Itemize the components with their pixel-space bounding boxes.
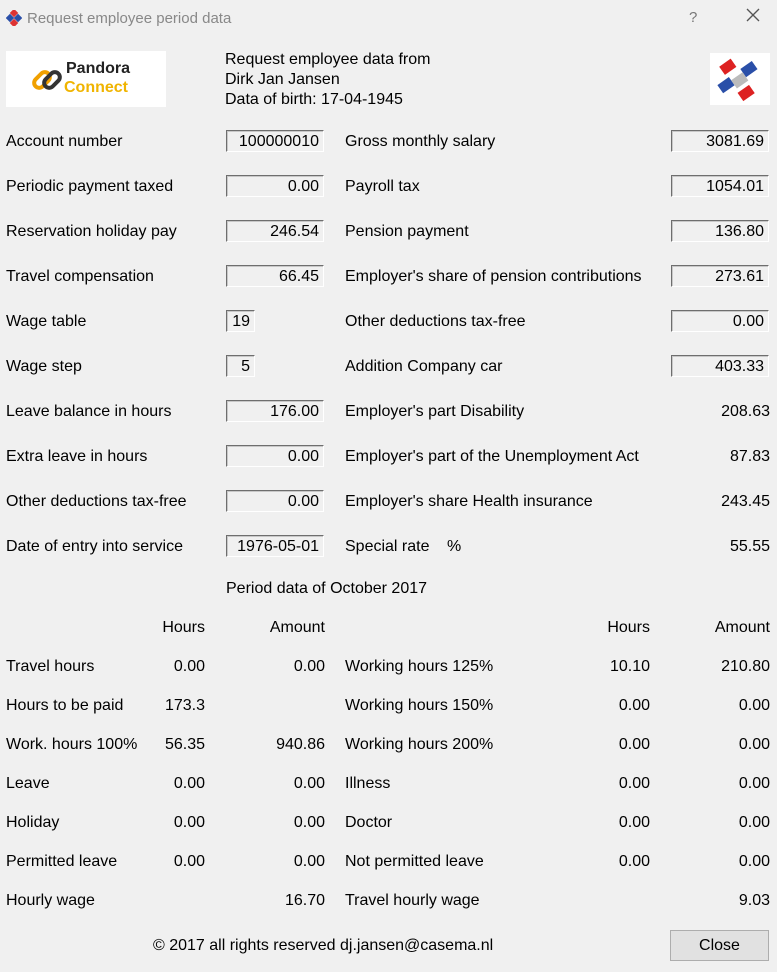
period-right-amount: 0.00 — [738, 853, 770, 870]
employer-health-insurance-value: 243.45 — [721, 493, 770, 510]
label-other-deductions-left: Other deductions tax-free — [6, 493, 187, 510]
period-left-label: Travel hours — [6, 658, 95, 675]
label-employer-health-insurance: Employer's share Health insurance — [345, 493, 593, 510]
period-right-amount: 0.00 — [738, 736, 770, 753]
label-periodic-payment-taxed: Periodic payment taxed — [6, 178, 174, 195]
label-employer-unemployment: Employer's part of the Unemployment Act — [345, 448, 639, 465]
close-button[interactable]: Close — [670, 930, 769, 961]
period-left-amount: 0.00 — [293, 658, 325, 675]
period-right-amount: 0.00 — [738, 697, 770, 714]
period-left-label: Hourly wage — [6, 892, 95, 909]
label-addition-company-car: Addition Company car — [345, 358, 503, 375]
employer-disability-value: 208.63 — [721, 403, 770, 420]
period-right-hours: 10.10 — [609, 658, 650, 675]
period-left-label: Holiday — [6, 814, 60, 831]
left-amount-header: Amount — [269, 619, 325, 636]
pension-payment-field[interactable]: 136.80 — [671, 220, 769, 242]
window-title: Request employee period data — [27, 10, 232, 27]
label-wage-step: Wage step — [6, 358, 82, 375]
period-left-label: Hours to be paid — [6, 697, 124, 714]
app-icon — [6, 10, 22, 26]
right-hours-header: Hours — [607, 619, 650, 636]
addition-company-car-field[interactable]: 403.33 — [671, 355, 769, 377]
period-title: Period data of October 2017 — [226, 580, 428, 597]
logo-text-connect: Connect — [64, 79, 128, 96]
label-pension-payment: Pension payment — [345, 223, 469, 240]
label-account-number: Account number — [6, 133, 123, 150]
period-left-amount: 0.00 — [293, 814, 325, 831]
extra-leave-field[interactable]: 0.00 — [226, 445, 324, 467]
close-window-icon[interactable] — [744, 6, 762, 24]
period-left-label: Permitted leave — [6, 853, 118, 870]
period-left-hours: 0.00 — [173, 658, 205, 675]
period-left-label: Leave — [6, 775, 50, 792]
pandora-connect-logo — [6, 51, 166, 107]
period-right-amount: 0.00 — [738, 814, 770, 831]
period-left-amount: 940.86 — [276, 736, 325, 753]
periodic-payment-taxed-field[interactable]: 0.00 — [226, 175, 324, 197]
date-of-birth: Data of birth: 17-04-1945 — [225, 91, 403, 108]
period-right-hours: 0.00 — [618, 775, 650, 792]
period-left-amount: 16.70 — [284, 892, 325, 909]
label-special-rate: Special rate — [345, 538, 430, 555]
period-right-amount: 210.80 — [721, 658, 770, 675]
label-employer-disability: Employer's part Disability — [345, 403, 525, 420]
label-travel-compensation: Travel compensation — [6, 268, 154, 285]
label-extra-leave: Extra leave in hours — [6, 448, 148, 465]
period-right-label: Working hours 125% — [345, 658, 494, 675]
gross-monthly-salary-field[interactable]: 3081.69 — [671, 130, 769, 152]
period-right-label: Not permitted leave — [345, 853, 484, 870]
period-left-amount: 0.00 — [293, 853, 325, 870]
period-left-hours: 0.00 — [173, 775, 205, 792]
leave-balance-field[interactable]: 176.00 — [226, 400, 324, 422]
period-right-amount: 9.03 — [738, 892, 770, 909]
label-other-deductions-right: Other deductions tax-free — [345, 313, 526, 330]
chain-link-icon — [30, 63, 64, 97]
employer-unemployment-value: 87.83 — [729, 448, 770, 465]
label-date-of-entry: Date of entry into service — [6, 538, 183, 555]
period-right-hours: 0.00 — [618, 736, 650, 753]
label-wage-table: Wage table — [6, 313, 87, 330]
title-bar — [0, 0, 777, 38]
other-deductions-right-field[interactable]: 0.00 — [671, 310, 769, 332]
logo-text-pandora: Pandora — [66, 60, 131, 77]
payroll-tax-field[interactable]: 1054.01 — [671, 175, 769, 197]
label-leave-balance: Leave balance in hours — [6, 403, 172, 420]
header-request-line: Request employee data from — [225, 51, 431, 68]
special-rate-value: 55.55 — [729, 538, 770, 555]
period-right-amount: 0.00 — [738, 775, 770, 792]
special-rate-unit: % — [447, 538, 462, 555]
period-right-hours: 0.00 — [618, 853, 650, 870]
period-left-hours: 0.00 — [173, 853, 205, 870]
label-gross-monthly-salary: Gross monthly salary — [345, 133, 496, 150]
period-left-hours: 173.3 — [164, 697, 205, 714]
label-employer-pension-share: Employer's share of pension contributions — [345, 268, 642, 285]
employer-pension-share-field[interactable]: 273.61 — [671, 265, 769, 287]
right-amount-header: Amount — [714, 619, 770, 636]
period-left-hours: 56.35 — [164, 736, 205, 753]
wage-step-field[interactable]: 5 — [226, 355, 255, 377]
reservation-holiday-pay-field[interactable]: 246.54 — [226, 220, 324, 242]
date-of-entry-field[interactable]: 1976-05-01 — [226, 535, 324, 557]
period-right-label: Working hours 200% — [345, 736, 494, 753]
employee-name: Dirk Jan Jansen — [225, 71, 340, 88]
travel-compensation-field[interactable]: 66.45 — [226, 265, 324, 287]
period-left-amount: 0.00 — [293, 775, 325, 792]
period-right-label: Illness — [345, 775, 391, 792]
period-right-label: Working hours 150% — [345, 697, 494, 714]
label-reservation-holiday-pay: Reservation holiday pay — [6, 223, 177, 240]
period-right-hours: 0.00 — [618, 697, 650, 714]
company-logo — [710, 53, 770, 105]
period-right-label: Travel hourly wage — [345, 892, 480, 909]
left-hours-header: Hours — [162, 619, 205, 636]
label-payroll-tax: Payroll tax — [345, 178, 420, 195]
period-right-hours: 0.00 — [618, 814, 650, 831]
wage-table-field[interactable]: 19 — [226, 310, 255, 332]
account-number-field[interactable]: 100000010 — [226, 130, 324, 152]
other-deductions-left-field[interactable]: 0.00 — [226, 490, 324, 512]
copyright-text: © 2017 all rights reserved dj.jansen@casema.nl — [153, 937, 494, 954]
period-left-hours: 0.00 — [173, 814, 205, 831]
help-button[interactable]: ? — [689, 9, 698, 26]
period-right-label: Doctor — [345, 814, 393, 831]
period-left-label: Work. hours 100% — [6, 736, 138, 753]
